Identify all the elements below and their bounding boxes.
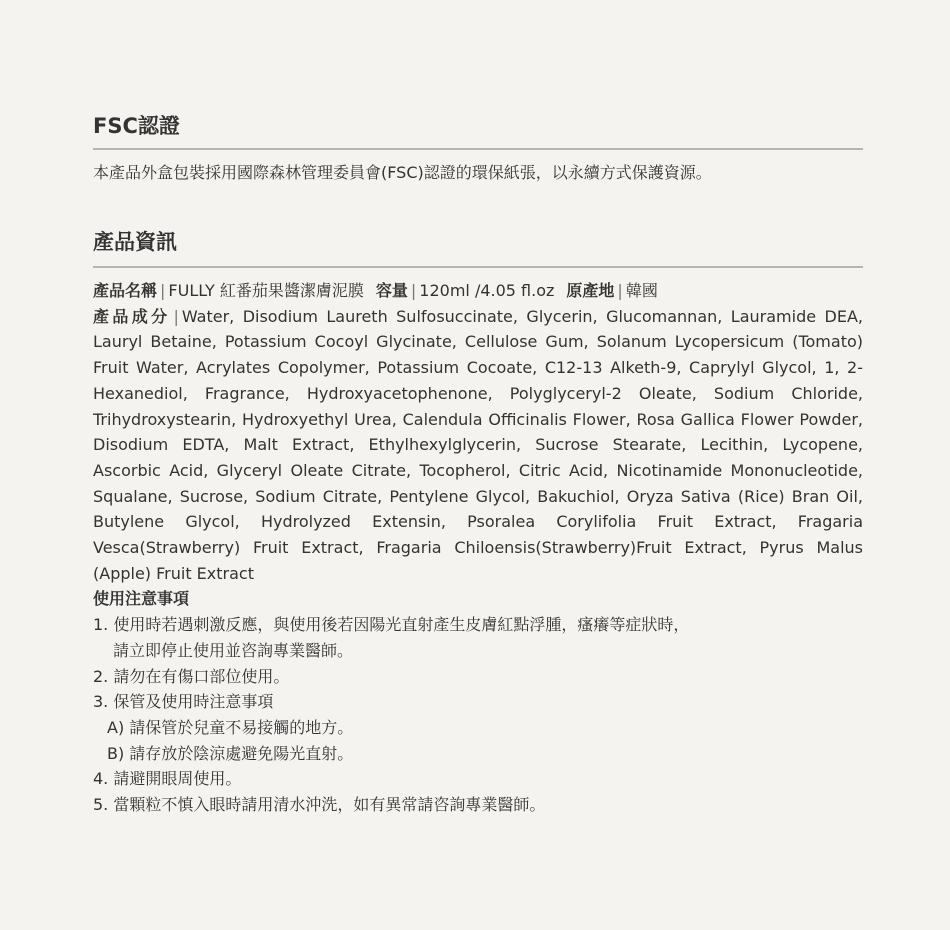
caution-item: 1. 使用時若遇刺激反應，與使用後若因陽光直射產生皮膚紅點浮腫，瘙癢等症狀時， xyxy=(93,615,690,635)
ingredients-label: 產品成分 xyxy=(93,306,171,326)
fsc-divider xyxy=(93,148,863,150)
product-info-title: 產品資訊 xyxy=(93,230,177,254)
origin-label: 原產地 xyxy=(566,281,615,300)
ingredients-value: Water, Disodium Laureth Sulfosuccinate, Glycerin, Glucomannan, Lauramide DEA, Lauryl Betaine, Potassium Cocoyl Glycinate, Cellulose Gum, Solanum Lycopersicum (Tomato) Fruit Water, Acrylates Copolymer, Potassium Cocoate, C12-13 Alketh-9, Caprylyl Glycol, 1, 2-Hexanediol, Fragrance, Hydroxyacetophenone, Polyglyceryl-2 Oleate, Sodium Chloride, Trihydroxystearin, Hydroxyethyl Urea, Calendula Officinalis Flower, Rosa Gallica Flower Powder, Disodium EDTA, Malt Extract, Ethylhexylglycerin, Sucrose Stearate, Lecithin, Lycopene, Ascorbic Acid, Glyceryl Oleate Citrate, Tocopherol, Citric Acid, Nicotinamide Mononucleotide, Squalane, Sucrose, Sodium Citrate, Pentylene Glycol, Bakuchiol, Oryza Sativa (Rice) Bran Oil, Butylene Glycol, Hydrolyzed Extensin, Psoralea Corylifolia Fruit Extract, Fragaria Vesca(Strawberry) Fruit Extract, Fragaria Chiloensis(Strawberry)Fruit Extract, Pyrus Malus (Apple) Fruit Extract xyxy=(93,306,863,583)
caution-item: 3. 保管及使用時注意事項 xyxy=(93,692,274,712)
separator: | xyxy=(173,306,179,326)
caution-item-continued: 請立即停止使用並咨詢專業醫師。 xyxy=(113,640,354,660)
fsc-description: 本產品外盒包裝採用國際森林管理委員會(FSC)認證的環保紙張，以永續方式保護資源。 xyxy=(93,163,712,182)
cautions-title: 使用注意事項 xyxy=(93,589,190,609)
separator: | xyxy=(617,281,623,300)
fsc-section-title: FSC認證 xyxy=(93,114,180,138)
product-info-divider xyxy=(93,266,863,268)
product-name-value: FULLY 紅番茄果醬潔膚泥膜 xyxy=(168,281,364,300)
volume-label: 容量 xyxy=(375,281,408,300)
caution-subitem: B) 請存放於陰涼處避免陽光直射。 xyxy=(107,743,354,763)
caution-item: 5. 當顆粒不慎入眼時請用清水沖洗，如有異常請咨詢專業醫師。 xyxy=(93,795,546,815)
caution-item: 4. 請避開眼周使用。 xyxy=(93,769,242,789)
product-name-label: 產品名稱 xyxy=(93,281,158,300)
volume-value: 120ml /4.05 fl.oz xyxy=(419,281,555,300)
caution-subitem: A) 請保管於兒童不易接觸的地方。 xyxy=(107,717,354,737)
ingredients-paragraph xyxy=(93,304,863,587)
caution-item: 2. 請勿在有傷口部位使用。 xyxy=(93,666,290,686)
product-meta-line xyxy=(93,278,863,304)
origin-value: 韓國 xyxy=(625,281,658,300)
separator: | xyxy=(160,281,166,300)
separator: | xyxy=(410,281,417,300)
product-info-body xyxy=(93,278,863,818)
